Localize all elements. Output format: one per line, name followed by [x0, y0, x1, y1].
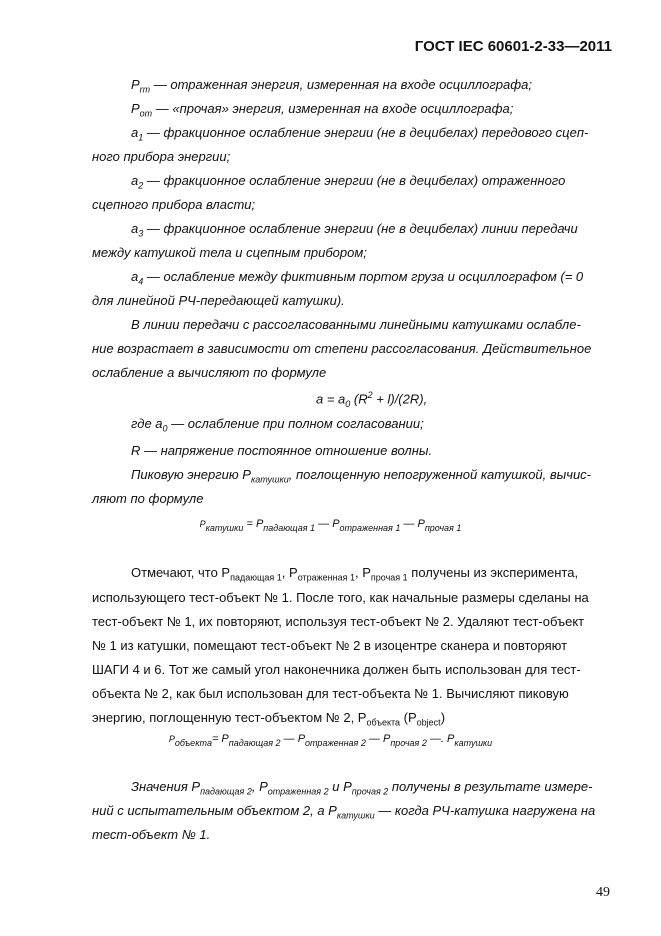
- formula-attenuation: $a = a_0$ $(R^2 + l)/(2R)$,: [316, 390, 428, 409]
- formula-coil: $P_{катушки} = P_{падающая 1}$ — $P_{отраженная 1}$ — $P_{прочая 1}$: [199, 518, 462, 534]
- main-line-6: объекта № 2, как был использован для тест-объекта № 1. Вычисляют пиковую: [92, 686, 569, 701]
- def-a2-cont: сцепного прибора власти;: [92, 197, 256, 212]
- formula-object: $P_{объекта}= P_{падающая 2}$ — $P_{отраженная 2}$ — $P_{прочая 2}$ —. $P_{катушки}$: [168, 733, 493, 749]
- def-pot: $P_{от}$ — «прочая» энергия, измеренная на входе осциллографа;: [131, 101, 514, 119]
- mismatch-line-1: В линии передачи с рассогласованными линейными катушками ослабле-: [131, 317, 581, 332]
- def-a1-cont: ного прибора энергии;: [92, 149, 231, 164]
- main-line-1: Отмечают, что $P_{падающая 1}$, $P_{отраженная 1}$, $P_{прочая 1}$ получены из эксперимента,: [131, 565, 579, 583]
- values-line-2: ний с испытательным объектом 2, а $P_{катушки}$ — когда РЧ-катушка нагружена на: [92, 803, 596, 821]
- values-line-3: тест-объект № 1.: [92, 827, 211, 842]
- main-line-7: энергию, поглощенную тест-объектом № 2, $P_{объекта}$ $(P_{object})$: [92, 710, 446, 728]
- page-header: ГОСТ IEC 60601-2-33—2011: [414, 38, 612, 55]
- main-line-3: тест-объект № 1, их повторяют, используя тест-объект № 2. Удаляют тест-объект: [92, 614, 585, 629]
- def-a3: $a_3$ — фракционное ослабление энергии (не в децибелах) линии передачи: [131, 221, 578, 239]
- peak-line-2: ляют по формуле: [92, 491, 204, 506]
- def-a3-cont: между катушкой тела и сцепным прибором;: [92, 245, 367, 260]
- def-a4-cont: для линейной РЧ-передающей катушки).: [92, 293, 345, 308]
- def-prm: $P_{rm}$ — отраженная энергия, измеренная на входе осциллографа;: [131, 77, 532, 95]
- main-line-5: ШАГИ 4 и 6. Тот же самый угол наконечника должен быть использован для тест-: [92, 662, 581, 677]
- def-a1: $a_1$ — фракционное ослабление энергии (не в децибелах) передового сцеп-: [131, 125, 589, 143]
- mismatch-line-2: ние возрастает в зависимости от степени рассогласования. Действительное: [92, 341, 592, 356]
- where-a0: где $a_0$ — ослабление при полном согласовании;: [131, 416, 424, 434]
- main-line-2: использующего тест-объект № 1. После того, как начальные размеры сделаны на: [92, 590, 589, 605]
- peak-line-1: Пиковую энергию $P_{катушки}$, поглощенную непогруженной катушкой, вычис-: [131, 467, 592, 485]
- mismatch-line-3: ослабление a вычисляют по формуле: [92, 365, 327, 380]
- main-line-4: № 1 из катушки, помещают тест-объект № 2 в изоцентре сканера и повторяют: [92, 638, 568, 653]
- page-number: 49: [596, 885, 610, 900]
- where-r: R — напряжение постоянное отношение волны.: [131, 443, 433, 458]
- values-line-1: Значения $P_{падающая 2}$, $P_{отраженная 2}$ и $P_{прочая 2}$ получены в результате измере-: [131, 779, 593, 797]
- def-a4: $a_4$ — ослабление между фиктивным портом груза и осциллографом (= 0: [131, 269, 584, 287]
- def-a2: $a_2$ — фракционное ослабление энергии (не в децибелах) отраженного: [131, 173, 566, 191]
